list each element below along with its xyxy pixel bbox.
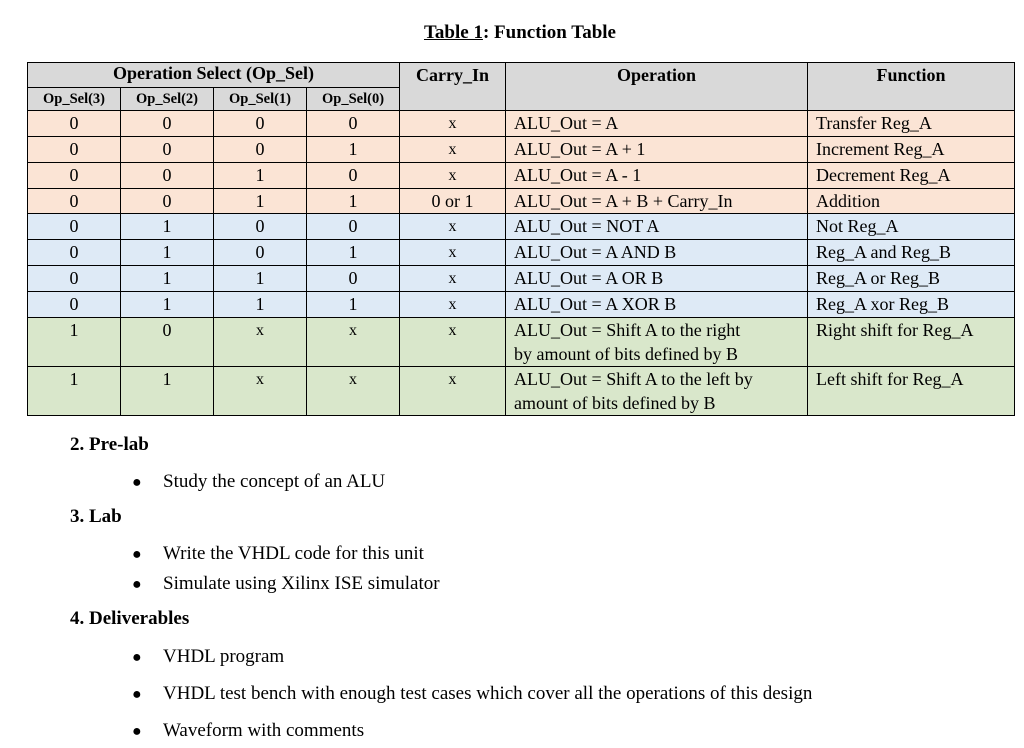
function-cell [808,240,1015,266]
operation-line: ALU_Out = A OR B [514,268,664,288]
bullet-icon: ● [132,474,142,491]
function-line: Reg_A xor Reg_B [816,294,950,314]
operation-line: ALU_Out = A + 1 [514,139,646,159]
function-cell [808,163,1015,189]
function-cell [808,266,1015,292]
function-cell [808,214,1015,240]
carry-in-cell: x [400,111,506,137]
function-line: Transfer Reg_A [816,113,932,133]
op-sel-2-cell: 1 [121,240,214,266]
table-row [28,137,1015,163]
operation-cell [506,266,808,292]
operation-cell [506,214,808,240]
function-line: Increment Reg_A [816,139,945,159]
op-sel-3-cell: 0 [28,163,121,189]
bullet-item [132,573,440,595]
function-line: Reg_A or Reg_B [816,268,941,288]
function-cell [808,189,1015,214]
table-row [28,266,1015,292]
bullet-item [132,471,385,493]
table-row [28,111,1015,137]
bullet-item [132,720,364,742]
op-sel-2-cell: 1 [121,266,214,292]
bullet-icon: ● [132,723,142,740]
operation-cell [506,367,808,416]
table-row [28,240,1015,266]
op-sel-2-cell: 1 [121,367,214,416]
operation-cell [506,240,808,266]
op-sel-2-cell: 0 [121,318,214,367]
op-sel-1-header: Op_Sel(1) [214,88,307,111]
op-sel-0-cell: 1 [307,292,400,318]
function-table [27,62,1015,416]
op-sel-2-cell: 0 [121,189,214,214]
table-row [28,189,1015,214]
op-sel-1-cell: 0 [214,137,307,163]
bullet-item [132,683,812,705]
op-sel-1-cell: 0 [214,240,307,266]
operation-line: by amount of bits defined by B [514,344,739,364]
function-cell [808,111,1015,137]
operation-cell [506,318,808,367]
op-sel-3-cell: 1 [28,367,121,416]
table-row [28,367,1015,416]
bullet-icon: ● [132,576,142,593]
op-sel-1-cell: 1 [214,163,307,189]
bullet-text: Write the VHDL code for this unit [163,543,424,564]
op-sel-0-cell: 0 [307,163,400,189]
op-sel-0-cell: x [307,318,400,367]
op-sel-2-cell: 1 [121,214,214,240]
carry-in-cell: x [400,163,506,189]
operation-line: ALU_Out = Shift A to the right [514,320,741,340]
function-cell [808,137,1015,163]
op-sel-1-cell: 1 [214,189,307,214]
operation-cell [506,111,808,137]
op-sel-3-cell: 0 [28,189,121,214]
carry-in-cell: x [400,137,506,163]
function-header: Function [808,63,1015,111]
function-table-body [28,111,1015,416]
op-sel-3-cell: 0 [28,266,121,292]
function-cell [808,292,1015,318]
table-row [28,318,1015,367]
op-sel-0-cell: 1 [307,137,400,163]
op-sel-3-cell: 1 [28,318,121,367]
op-sel-0-cell: 1 [307,189,400,214]
bullet-text: Waveform with comments [163,720,365,741]
operation-line: ALU_Out = Shift A to the left by [514,369,753,389]
op-sel-3-header: Op_Sel(3) [28,88,121,111]
table-row [28,292,1015,318]
operation-line: ALU_Out = A [514,113,619,133]
table-caption-title: : Function Table [482,22,616,43]
function-line: Addition [816,191,881,211]
bullet-text: Simulate using Xilinx ISE simulator [163,573,440,594]
function-cell [808,367,1015,416]
operation-cell [506,189,808,214]
op-sel-3-cell: 0 [28,137,121,163]
bullet-icon: ● [132,686,142,703]
operation-line: amount of bits defined by B [514,393,716,413]
bullet-icon: ● [132,546,142,563]
function-cell [808,318,1015,367]
op-sel-0-header: Op_Sel(0) [307,88,400,111]
function-line: Not Reg_A [816,216,899,236]
operation-cell [506,163,808,189]
operation-cell [506,137,808,163]
section-heading: 2. Pre-lab [70,434,149,455]
op-sel-0-cell: 0 [307,266,400,292]
operation-line: ALU_Out = A - 1 [514,165,642,185]
carry-in-cell: x [400,367,506,416]
op-select-header: Operation Select (Op_Sel) [28,63,400,88]
bullet-item [132,646,284,668]
bullet-text: VHDL program [163,646,285,667]
op-sel-3-cell: 0 [28,214,121,240]
carry-in-cell: x [400,240,506,266]
bullet-text: Study the concept of an ALU [163,471,386,492]
function-line: Decrement Reg_A [816,165,951,185]
function-line: Left shift for Reg_A [816,369,964,389]
op-sel-1-cell: 1 [214,292,307,318]
op-sel-2-cell: 1 [121,292,214,318]
op-sel-2-cell: 0 [121,163,214,189]
operation-line: ALU_Out = A XOR B [514,294,677,314]
carry-in-cell: x [400,292,506,318]
carry-in-header: Carry_In [400,63,506,111]
bullet-icon: ● [132,649,142,666]
op-sel-3-cell: 0 [28,111,121,137]
op-sel-1-cell: 1 [214,266,307,292]
op-sel-2-cell: 0 [121,111,214,137]
op-sel-1-cell: 0 [214,111,307,137]
table-caption [0,22,1024,44]
op-sel-0-cell: x [307,367,400,416]
section-heading: 3. Lab [70,506,122,527]
table-row [28,163,1015,189]
carry-in-cell: 0 or 1 [400,189,506,214]
op-sel-1-cell: x [214,367,307,416]
bullet-item [132,543,424,565]
section-heading: 4. Deliverables [70,608,190,629]
operation-line: ALU_Out = NOT A [514,216,660,236]
carry-in-cell: x [400,214,506,240]
op-sel-1-cell: 0 [214,214,307,240]
op-sel-2-cell: 0 [121,137,214,163]
op-sel-3-cell: 0 [28,292,121,318]
table-row [28,214,1015,240]
op-sel-0-cell: 0 [307,214,400,240]
operation-line: ALU_Out = A AND B [514,242,677,262]
bullet-text: VHDL test bench with enough test cases which cover all the operations of this design [163,683,813,704]
op-sel-1-cell: x [214,318,307,367]
function-line: Right shift for Reg_A [816,320,974,340]
op-sel-3-cell: 0 [28,240,121,266]
operation-header: Operation [506,63,808,111]
operation-line: ALU_Out = A + B + Carry_In [514,191,733,211]
op-sel-0-cell: 0 [307,111,400,137]
operation-cell [506,292,808,318]
table-caption-label: Table 1 [423,22,483,43]
function-line: Reg_A and Reg_B [816,242,952,262]
op-sel-2-header: Op_Sel(2) [121,88,214,111]
carry-in-cell: x [400,318,506,367]
op-sel-0-cell: 1 [307,240,400,266]
carry-in-cell: x [400,266,506,292]
